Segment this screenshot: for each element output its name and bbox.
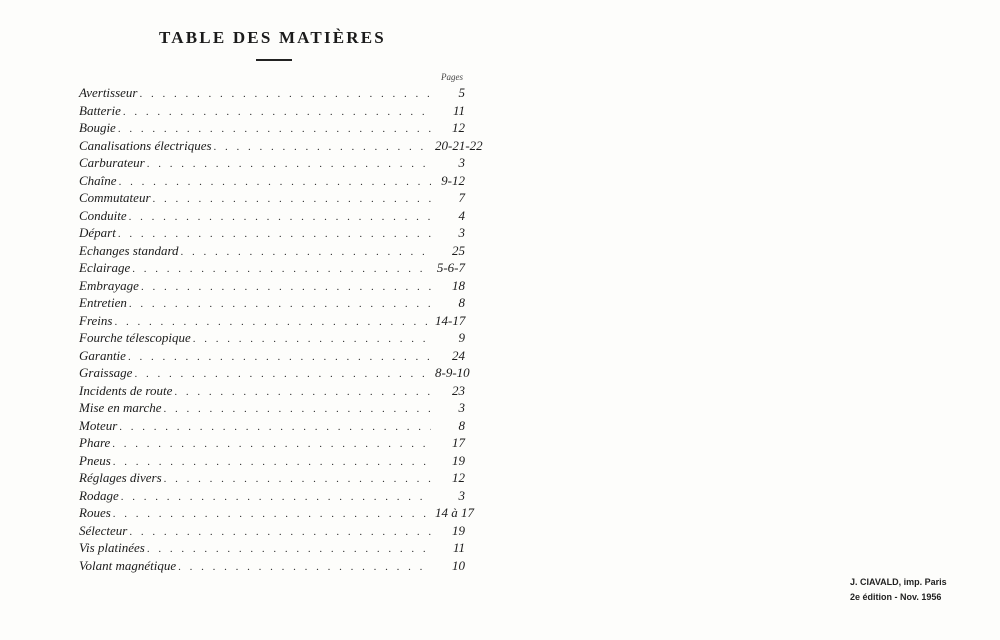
toc-entry-page: 14-17 (435, 312, 466, 328)
table-of-contents (79, 85, 483, 575)
toc-entry-page: 25 (452, 242, 465, 258)
dot-leader (114, 316, 431, 328)
toc-entry-page: 14 à 17 (435, 505, 474, 520)
dot-leader (141, 281, 431, 293)
toc-entry-label: Moteur (79, 417, 118, 433)
toc-entry-page: 24 (452, 347, 465, 363)
dot-leader (147, 158, 431, 170)
toc-entry-page: 11 (452, 102, 465, 118)
toc-entry (79, 313, 465, 331)
toc-entry-page: 5 (458, 85, 465, 100)
toc-entry-page: 12 (452, 470, 465, 485)
toc-entry (79, 435, 465, 453)
toc-entry (79, 540, 465, 558)
toc-entry-label: Vis platinées (79, 540, 145, 555)
toc-entry (79, 523, 465, 541)
toc-entry-label: Fourche télescopique (79, 330, 191, 345)
dot-leader (112, 438, 431, 450)
dot-leader (132, 263, 431, 275)
toc-entry-page: 10 (452, 557, 465, 573)
toc-entry (79, 225, 465, 243)
toc-entry-label: Chaîne (79, 172, 117, 188)
dot-leader (121, 491, 431, 503)
toc-entry (79, 278, 465, 296)
toc-entry (79, 383, 465, 401)
toc-entry-page: 3 (458, 225, 465, 240)
toc-entry-label: Rodage (79, 487, 119, 503)
toc-entry (79, 103, 465, 121)
toc-entry-label: Garantie (79, 347, 126, 363)
toc-entry-page: 4 (458, 207, 465, 223)
dot-leader (113, 508, 431, 520)
toc-entry (79, 85, 465, 103)
toc-entry-page: 23 (452, 382, 465, 398)
toc-entry (79, 243, 465, 261)
dot-leader (174, 386, 431, 398)
toc-entry-label: Echanges standard (79, 242, 179, 258)
toc-entry (79, 453, 465, 471)
dot-leader (178, 561, 431, 573)
toc-entry (79, 208, 465, 226)
toc-entry (79, 120, 465, 138)
dot-leader (129, 211, 431, 223)
toc-entry (79, 488, 465, 506)
toc-entry-label: Départ (79, 225, 116, 240)
toc-entry-page: 3 (458, 400, 465, 415)
printer-imprint (850, 575, 947, 605)
dot-leader (164, 473, 431, 485)
dot-leader (164, 403, 431, 415)
toc-entry-page: 9 (458, 330, 465, 345)
toc-entry-label: Canalisations électriques (79, 137, 212, 153)
toc-entry-page: 3 (458, 487, 465, 503)
toc-entry (79, 400, 465, 418)
dot-leader (153, 193, 432, 205)
toc-entry-label: Avertisseur (79, 85, 138, 100)
toc-entry-label: Mise en marche (79, 400, 162, 415)
toc-entry (79, 173, 465, 191)
toc-entry-label: Freins (79, 312, 113, 328)
toc-entry (79, 470, 465, 488)
dot-leader (118, 123, 431, 135)
toc-entry-label: Graissage (79, 365, 133, 380)
toc-entry-label: Batterie (79, 102, 121, 118)
dot-leader (123, 106, 431, 118)
toc-entry-label: Incidents de route (79, 382, 173, 398)
toc-entry-page: 17 (452, 435, 465, 450)
toc-entry-label: Commutateur (79, 190, 151, 205)
dot-leader (118, 228, 431, 240)
toc-entry (79, 348, 465, 366)
dot-leader (147, 543, 431, 555)
toc-entry-label: Volant magnétique (79, 557, 177, 573)
toc-entry-page: 12 (452, 120, 465, 135)
dot-leader (193, 333, 431, 345)
dot-leader (134, 368, 431, 380)
toc-entry-page: 20-21-22 (435, 137, 483, 153)
toc-entry-label: Phare (79, 435, 111, 450)
toc-entry-page: 8-9-10 (435, 365, 470, 380)
toc-entry-label: Bougie (79, 120, 116, 135)
toc-entry (79, 295, 465, 313)
dot-leader (181, 246, 431, 258)
toc-entry-page: 11 (452, 540, 465, 555)
dot-leader (129, 526, 431, 538)
toc-entry (79, 155, 465, 173)
dot-leader (214, 141, 431, 153)
toc-entry (79, 190, 465, 208)
dot-leader (140, 88, 432, 100)
toc-entry (79, 418, 465, 436)
pages-column-header: Pages (441, 72, 463, 82)
toc-entry-page: 8 (458, 295, 465, 310)
dot-leader (119, 421, 431, 433)
toc-entry (79, 365, 470, 383)
page-title: TABLE DES MATIÈRES (159, 28, 386, 47)
toc-entry (79, 137, 483, 156)
dot-leader (129, 298, 431, 310)
toc-entry-label: Réglages divers (79, 470, 162, 485)
toc-entry-page: 7 (458, 190, 465, 205)
toc-entry-label: Pneus (79, 452, 111, 468)
toc-entry-page: 9-12 (441, 172, 465, 188)
toc-entry-page: 5-6-7 (436, 260, 465, 275)
toc-entry-page: 19 (452, 522, 465, 538)
toc-entry-label: Eclairage (79, 260, 131, 275)
printer-name: J. CIAVALD, imp. Paris (850, 577, 947, 587)
dot-leader (113, 456, 431, 468)
toc-entry-label: Entretien (79, 295, 127, 310)
dot-leader (128, 351, 431, 363)
toc-entry (79, 505, 474, 523)
toc-entry-label: Roues (79, 505, 111, 520)
toc-entry-label: Sélecteur (79, 522, 128, 538)
toc-entry-label: Conduite (79, 207, 127, 223)
toc-entry-page: 8 (458, 417, 465, 433)
toc-entry-page: 18 (452, 277, 465, 293)
dot-leader (119, 176, 431, 188)
toc-entry-label: Embrayage (79, 277, 139, 293)
edition-date: 2e édition - Nov. 1956 (850, 592, 942, 602)
title-underline (256, 59, 292, 61)
toc-entry (79, 330, 465, 348)
toc-entry-page: 19 (452, 452, 465, 468)
toc-entry (79, 260, 465, 278)
toc-entry (79, 558, 465, 576)
toc-entry-page: 3 (458, 155, 465, 170)
toc-entry-label: Carburateur (79, 155, 145, 170)
